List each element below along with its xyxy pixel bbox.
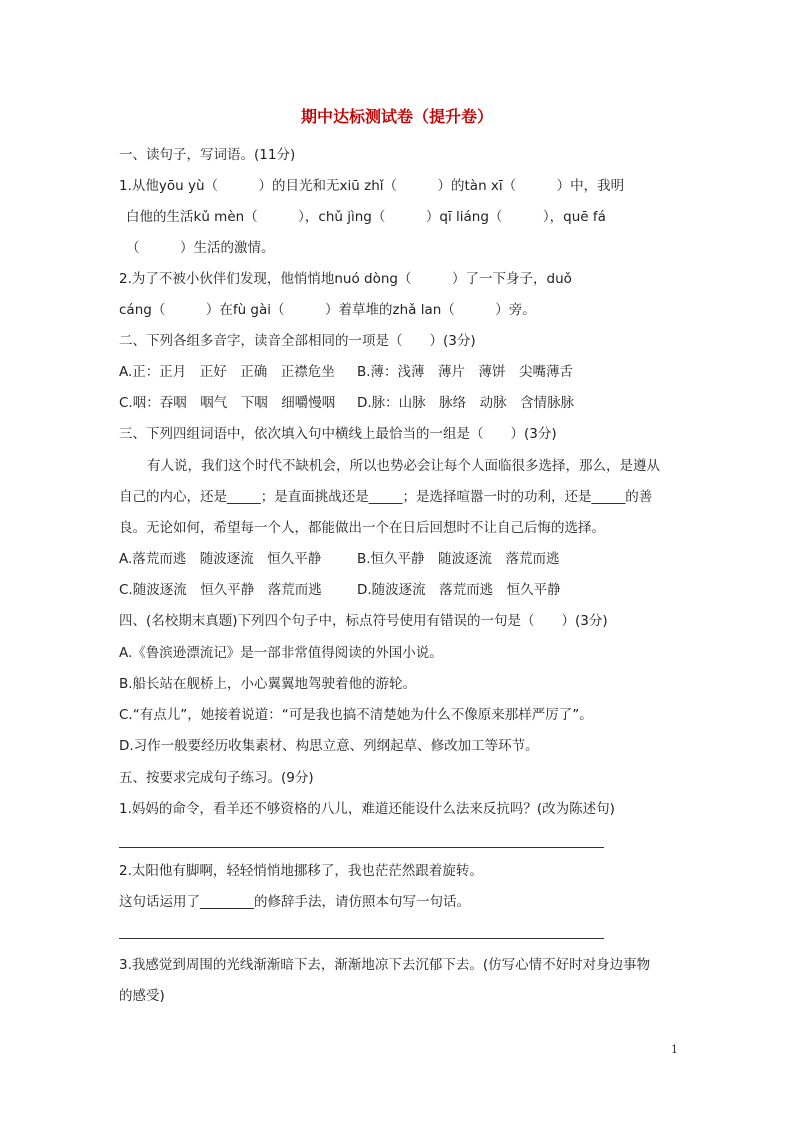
section4-option-a: A.《鲁滨逊漂流记》是一部非常值得阅读的外国小说。 [119,645,443,661]
section3-heading: 三、下列四组词语中，依次填入句中横线上最恰当的一组是（ ）(3分) [119,426,557,442]
section2-heading: 二、下列各组多音字，读音全部相同的一项是（ ）(3分) [119,333,476,349]
section2-option-c: C.咽：吞咽 咽气 下咽 细嚼慢咽 [119,395,336,411]
section2-option-b: B.薄：浅薄 薄片 薄饼 尖嘴薄舌 [357,364,574,380]
section5-question2-line1: 2.太阳他有脚啊，轻轻悄悄地挪移了，我也茫茫然跟着旋转。 [119,863,483,879]
section5-question2-line2: 这句话运用了________的修辞手法，请仿照本句写一句话。 [119,894,470,910]
question1-line3: （ ）生活的激情。 [126,240,275,256]
section3-paragraph-line1: 有人说，我们这个时代不缺机会，所以也势必会让每个人面临很多选择，那么，是遵从 [147,458,660,474]
section2-options-row1 [119,362,684,382]
page-number: 1 [671,1043,678,1056]
section5-question1: 1.妈妈的命令，看羊还不够资格的八儿，难道还能设什么法来反抗吗？(改为陈述句) [119,801,615,817]
answer-line-2[interactable] [119,938,604,939]
section4-heading: 四、(名校期末真题)下列四个句子中，标点符号使用有错误的一句是（ ）(3分) [119,613,608,629]
section5-question3-line2: 的感受) [119,988,165,1004]
section4-option-c: C.“有点儿”，她接着说道：“可是我也搞不清楚她为什么不像原来那样严厉了”。 [119,707,593,723]
answer-line-1[interactable] [119,847,604,848]
section3-option-d: D.随波逐流 落荒而逃 恒久平静 [357,582,561,598]
exam-title: 期中达标测试卷（提升卷） [300,107,493,126]
section2-option-d: D.脉：山脉 脉络 动脉 含情脉脉 [357,395,575,411]
section3-options-row1 [119,549,684,569]
section3-options-row2 [119,580,684,600]
question1-line1: 1.从他yōu yù（ ）的目光和无xiū zhǐ（ ）的tàn xī（ ）中，我明 [119,178,625,194]
section5-heading: 五、按要求完成句子练习。(9分) [119,770,314,786]
question2-line2: cáng（ ）在fù gài（ ）着草堆的zhǎ lan（ ）旁。 [119,302,536,318]
section3-option-b: B.恒久平静 随波逐流 落荒而逃 [357,551,560,567]
section1-heading: 一、读句子，写词语。(11分) [119,147,296,163]
section3-option-c: C.随波逐流 恒久平静 落荒而逃 [119,582,322,598]
section4-option-b: B.船长站在舰桥上，小心翼翼地驾驶着他的游轮。 [119,676,417,692]
section3-paragraph-line3: 良。无论如何，希望每一个人，都能做出一个在日后回想时不让自己后悔的选择。 [119,520,605,536]
question1-line2: 白他的生活kǔ mèn（ ），chǔ jìng（ ）qī liáng（ ），quē fá [126,209,606,225]
section3-paragraph-line2: 自己的内心，还是_____；是直面挑战还是_____；是选择喧嚣一时的功利，还是_____的善 [119,489,653,505]
section5-question3-line1: 3.我感觉到周围的光线渐渐暗下去，渐渐地凉下去沉郁下去。(仿写心情不好时对身边事物 [119,957,651,973]
section3-option-a: A.落荒而逃 随波逐流 恒久平静 [119,551,322,567]
section4-option-d: D.习作一般要经历收集素材、构思立意、列纲起草、修改加工等环节。 [119,738,539,754]
section2-option-a: A.正：正月 正好 正确 正襟危坐 [119,364,335,380]
question2-line1: 2.为了不被小伙伴们发现，他悄悄地nuó dòng（ ）了一下身子，duǒ [119,271,572,287]
section2-options-row2 [119,393,684,413]
